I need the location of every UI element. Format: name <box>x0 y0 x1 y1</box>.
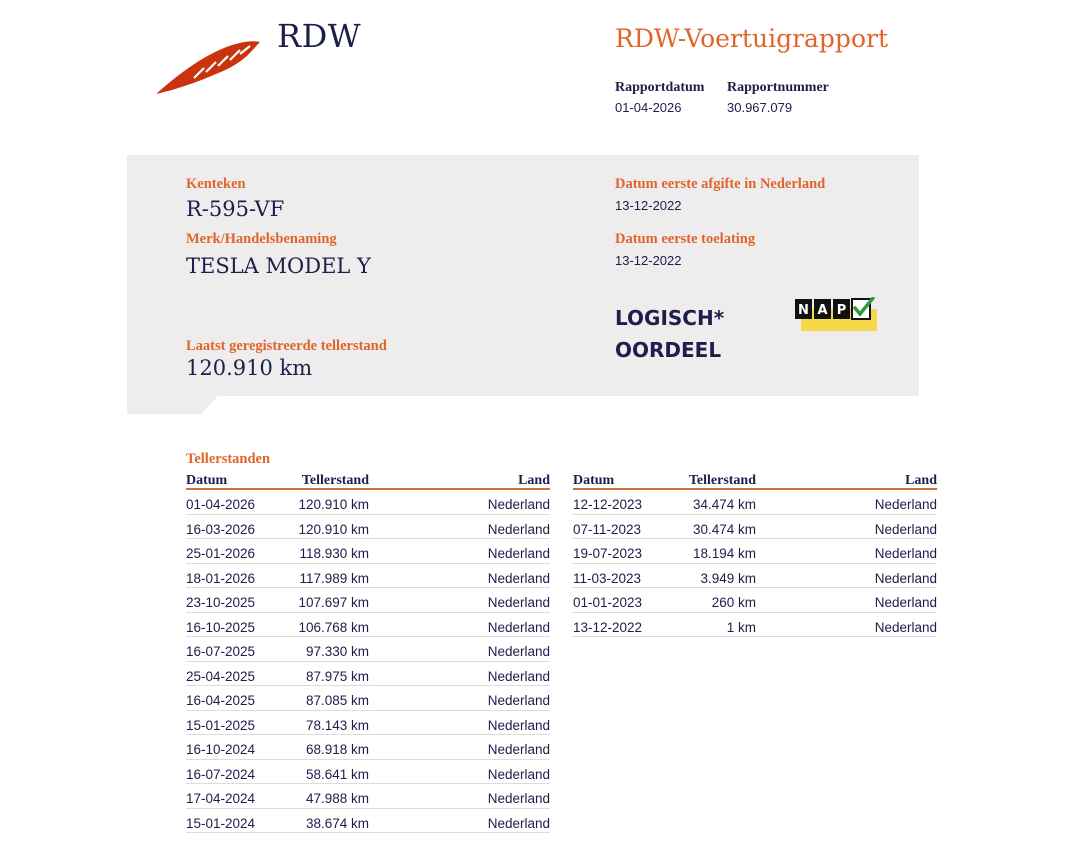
cell-country: Nederland <box>874 521 937 537</box>
cell-country: Nederland <box>487 668 550 684</box>
col-country-header: Land <box>518 473 550 488</box>
first-admission: 13-12-2022 <box>615 253 682 268</box>
cell-country: Nederland <box>487 717 550 733</box>
license-plate: R-595-VF <box>186 197 285 221</box>
col-date-header: Datum <box>186 473 228 488</box>
cell-date: 17-04-2024 <box>186 791 256 806</box>
cell-country: Nederland <box>487 815 550 831</box>
make-model: TESLA MODEL Y <box>186 254 371 278</box>
cell-country: Nederland <box>487 570 550 586</box>
report-date-label: Rapportdatum <box>615 80 705 95</box>
cell-odometer: 97.330 km <box>305 644 369 659</box>
cell-odometer: 117.989 km <box>299 570 369 586</box>
cell-odometer: 1 km <box>726 619 756 635</box>
cell-date: 16-10-2024 <box>186 742 256 757</box>
table-row <box>186 784 550 809</box>
col-odometer-header: Tellerstand <box>301 473 369 488</box>
col-odometer-header: Tellerstand <box>688 473 756 488</box>
svg-text:N: N <box>798 303 809 318</box>
cell-odometer: 87.975 km <box>305 668 369 684</box>
table-row <box>573 539 937 564</box>
cell-odometer: 18.194 km <box>692 546 756 561</box>
cell-odometer: 120.910 km <box>298 521 369 537</box>
report-number: 30.967.079 <box>727 100 793 115</box>
cell-odometer: 68.918 km <box>305 742 369 757</box>
table-row <box>186 515 550 540</box>
table-row <box>186 662 550 687</box>
cell-country: Nederland <box>487 595 550 610</box>
cell-odometer: 120.910 km <box>298 497 369 512</box>
cell-country: Nederland <box>874 497 937 512</box>
cell-odometer: 260 km <box>711 595 756 610</box>
readings-title: Tellerstanden <box>186 451 271 467</box>
table-row <box>573 490 937 515</box>
cell-date: 16-03-2026 <box>186 521 256 537</box>
table-row <box>186 539 550 564</box>
table-row <box>186 490 550 515</box>
cell-date: 16-10-2025 <box>186 619 256 635</box>
table-row <box>186 564 550 589</box>
svg-text:P: P <box>836 303 847 318</box>
verdict-line-1: LOGISCH* <box>615 306 725 330</box>
odometer-verdict <box>615 302 724 366</box>
cell-date: 19-07-2023 <box>573 546 643 561</box>
cell-country: Nederland <box>874 570 937 586</box>
cell-odometer: 30.474 km <box>692 521 756 537</box>
cell-date: 13-12-2022 <box>573 619 643 635</box>
cell-country: Nederland <box>487 497 550 512</box>
first-registration-nl-label: Datum eerste afgifte in Nederland <box>615 176 826 192</box>
make-label: Merk/Handelsbenaming <box>186 231 337 247</box>
nap-logo-icon <box>795 297 877 331</box>
cell-country: Nederland <box>487 546 550 561</box>
cell-date: 11-03-2023 <box>573 570 642 586</box>
cell-country: Nederland <box>487 742 550 757</box>
rdw-feather-logo-icon <box>154 38 262 98</box>
cell-country: Nederland <box>874 595 937 610</box>
col-date-header: Datum <box>573 473 615 488</box>
cell-country: Nederland <box>874 546 937 561</box>
readings-table-right <box>573 471 937 637</box>
odometer-value: 120.910 km <box>186 356 313 380</box>
verdict-line-2: OORDEEL <box>615 338 722 362</box>
report-date: 01-04-2026 <box>615 100 682 115</box>
cell-odometer: 38.674 km <box>305 815 369 831</box>
cell-date: 25-01-2026 <box>186 546 256 561</box>
cell-date: 16-07-2025 <box>186 644 256 659</box>
cell-odometer: 3.949 km <box>700 570 756 586</box>
first-registration-nl: 13-12-2022 <box>615 198 682 213</box>
cell-odometer: 34.474 km <box>692 497 756 512</box>
col-country-header: Land <box>905 473 937 488</box>
cell-country: Nederland <box>487 644 550 659</box>
table-row <box>186 686 550 711</box>
table-row <box>186 735 550 760</box>
table-row <box>186 637 550 662</box>
cell-odometer: 106.768 km <box>298 619 369 635</box>
panel-tab-decoration <box>127 395 219 414</box>
first-admission-label: Datum eerste toelating <box>615 231 756 247</box>
cell-odometer: 58.641 km <box>305 766 369 782</box>
cell-date: 07-11-2023 <box>573 521 642 537</box>
report-title: RDW-Voertuigrapport <box>615 24 888 53</box>
cell-date: 15-01-2025 <box>186 717 256 733</box>
cell-date: 23-10-2025 <box>186 595 256 610</box>
cell-date: 01-01-2023 <box>573 595 643 610</box>
svg-text:A: A <box>817 303 828 318</box>
report-number-label: Rapportnummer <box>727 80 829 95</box>
cell-country: Nederland <box>874 619 937 635</box>
table-row <box>186 711 550 736</box>
table-row <box>186 809 550 834</box>
cell-country: Nederland <box>487 766 550 782</box>
table-header <box>186 471 550 490</box>
cell-odometer: 47.988 km <box>305 791 369 806</box>
table-row <box>573 613 937 638</box>
cell-date: 16-07-2024 <box>186 766 256 782</box>
cell-odometer: 107.697 km <box>298 595 369 610</box>
brand-name: RDW <box>277 17 362 55</box>
table-row <box>186 613 550 638</box>
odometer-label: Laatst geregistreerde tellerstand <box>186 338 387 354</box>
cell-country: Nederland <box>487 791 550 806</box>
table-row <box>573 515 937 540</box>
table-row <box>573 564 937 589</box>
table-row <box>573 588 937 613</box>
plate-label: Kenteken <box>186 176 246 192</box>
cell-odometer: 118.930 km <box>299 546 369 561</box>
table-header <box>573 471 937 490</box>
cell-date: 16-04-2025 <box>186 693 256 708</box>
cell-date: 12-12-2023 <box>573 497 643 512</box>
cell-odometer: 78.143 km <box>305 717 369 733</box>
cell-odometer: 87.085 km <box>305 693 369 708</box>
cell-country: Nederland <box>487 693 550 708</box>
cell-date: 25-04-2025 <box>186 668 256 684</box>
readings-table-left <box>186 471 550 833</box>
cell-country: Nederland <box>487 521 550 537</box>
cell-country: Nederland <box>487 619 550 635</box>
cell-date: 15-01-2024 <box>186 815 256 831</box>
table-row <box>186 760 550 785</box>
cell-date: 18-01-2026 <box>186 570 256 586</box>
table-row <box>186 588 550 613</box>
cell-date: 01-04-2026 <box>186 497 256 512</box>
